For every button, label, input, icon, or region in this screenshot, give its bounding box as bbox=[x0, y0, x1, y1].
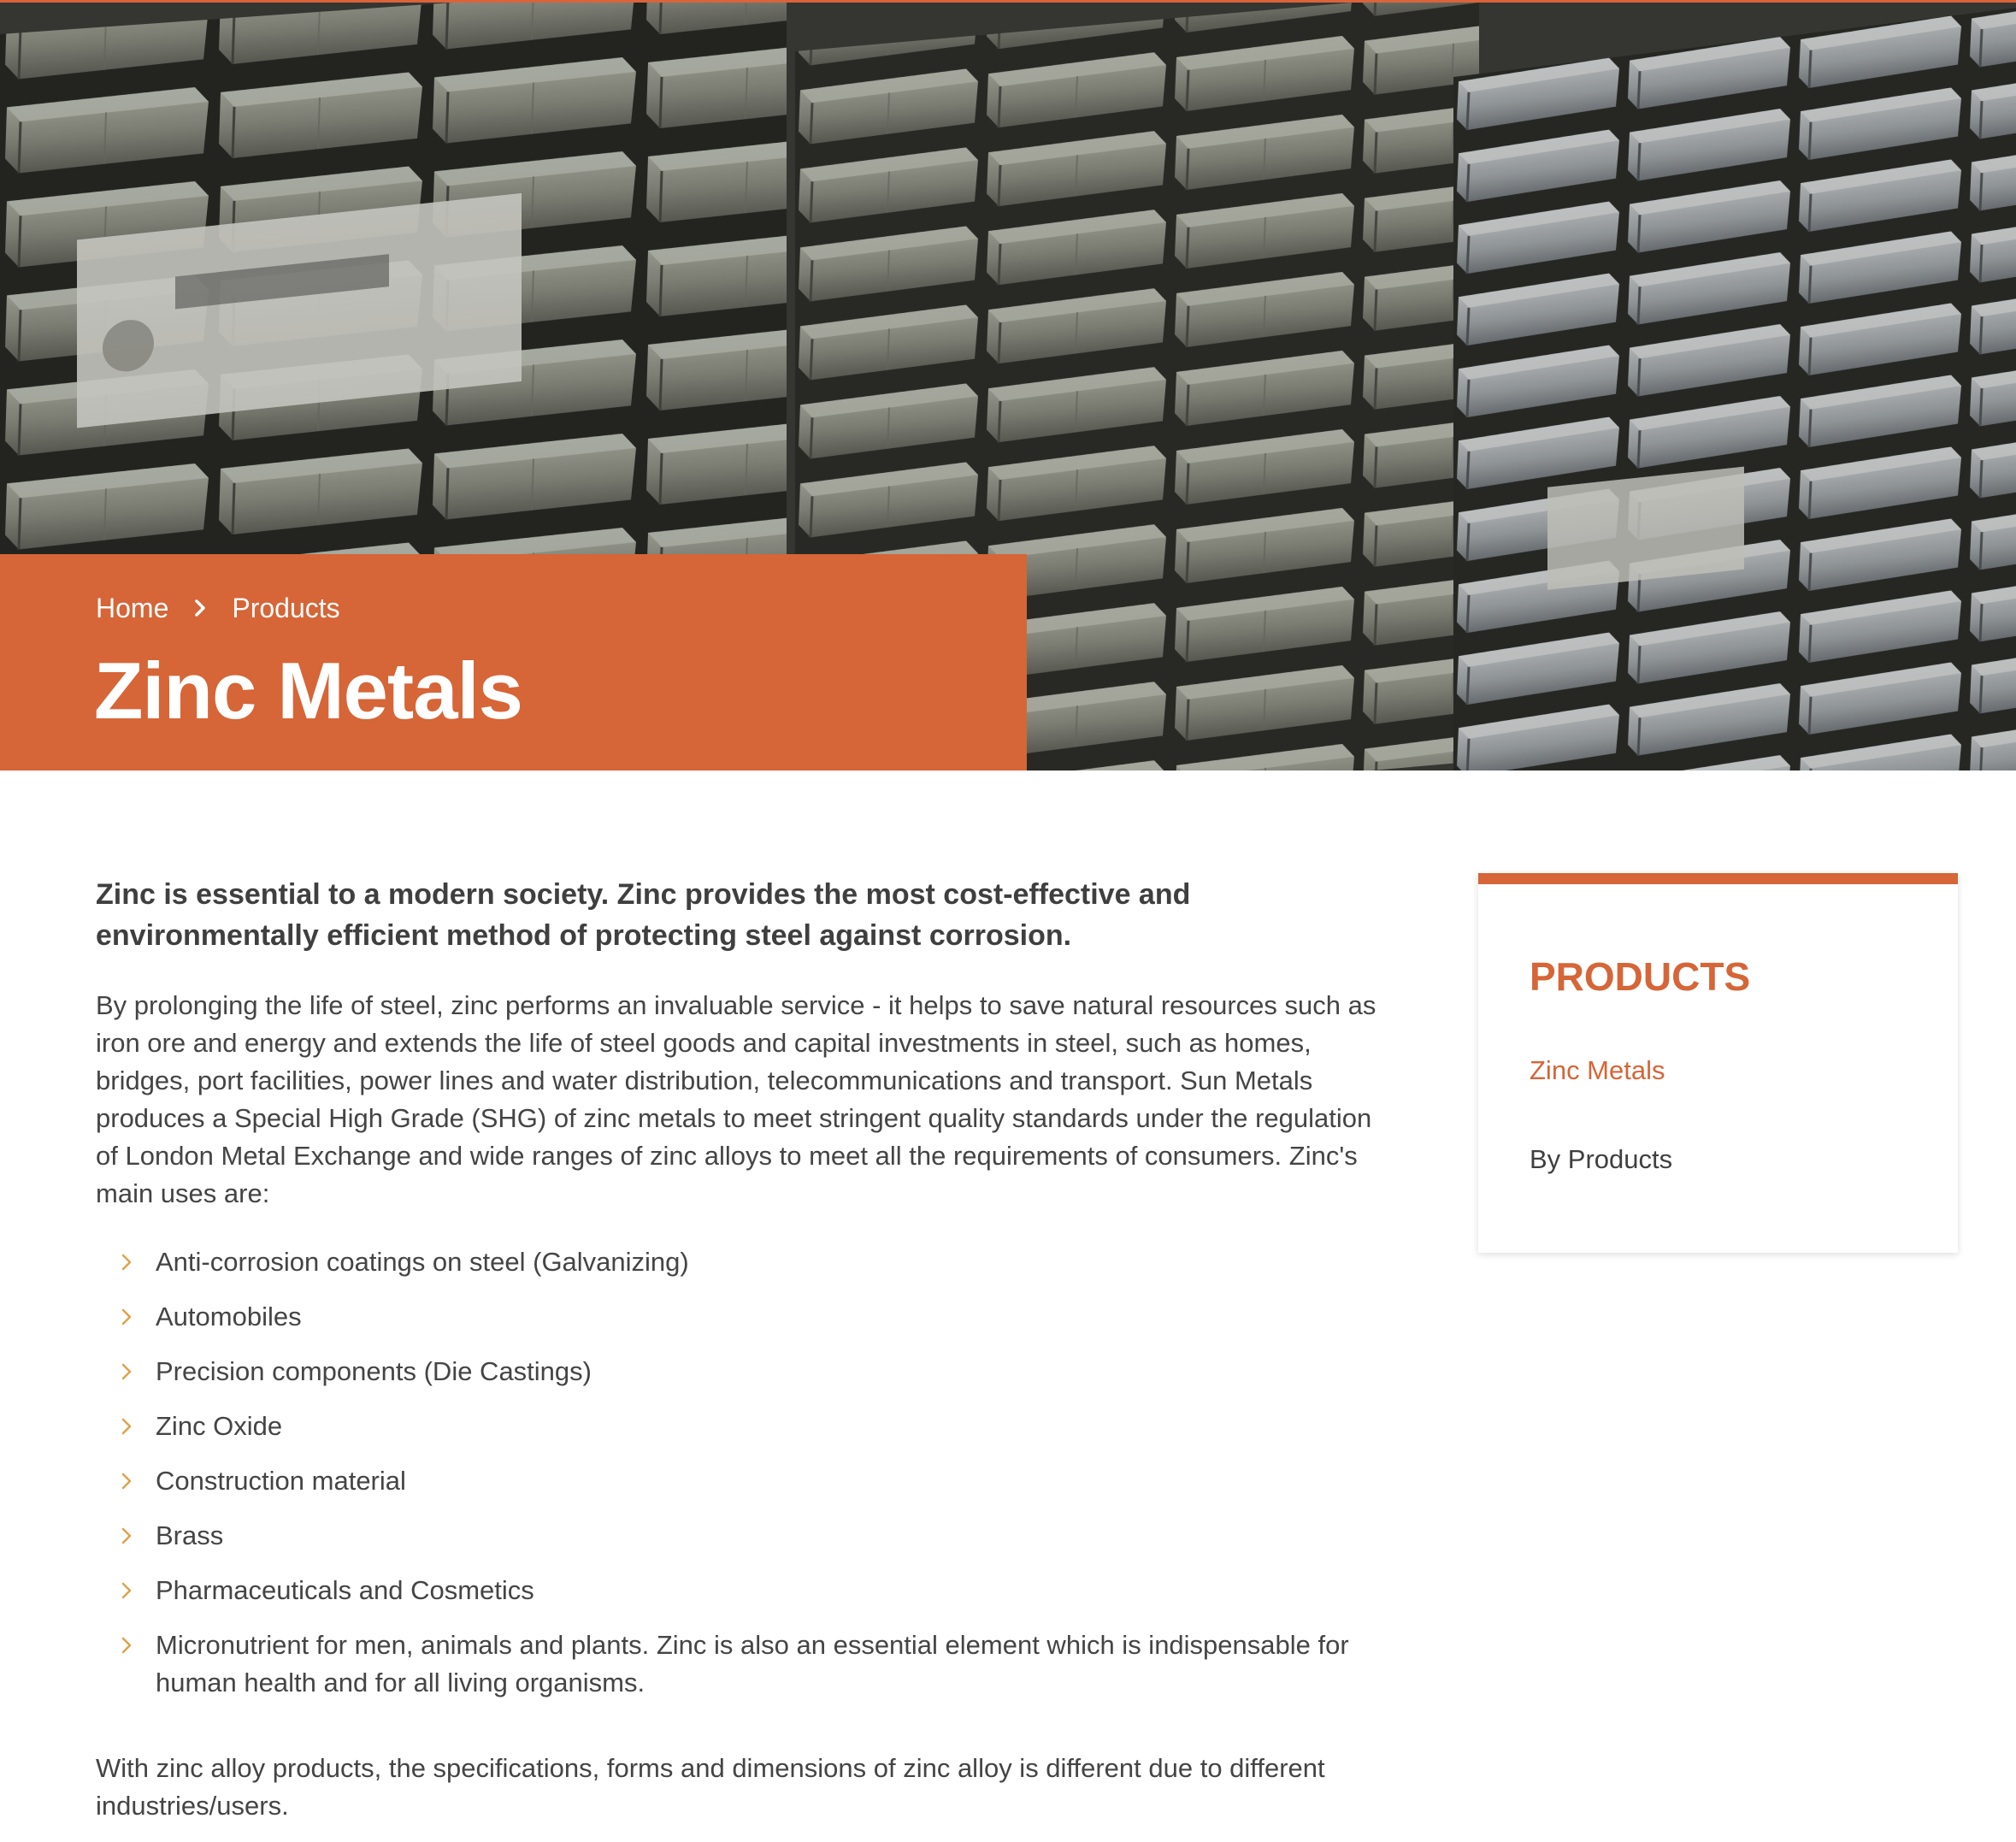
list-item bbox=[96, 1462, 1387, 1500]
list-item bbox=[96, 1408, 1387, 1445]
chevron-right-icon bbox=[120, 1633, 135, 1657]
sidebar-title: PRODUCTS bbox=[1530, 954, 1751, 999]
list-item bbox=[96, 1298, 1387, 1336]
closing-paragraph: With zinc alloy products, the specifications, forms and dimensions of zinc alloy is different due to different industries/users. bbox=[96, 1753, 1325, 1821]
page-title: Zinc Metals bbox=[94, 646, 522, 735]
list-item bbox=[96, 1353, 1387, 1390]
chevron-right-icon bbox=[120, 1250, 135, 1274]
sidebar-item-by-products[interactable]: By Products bbox=[1530, 1144, 1673, 1174]
list-item-text: Automobiles bbox=[156, 1302, 302, 1331]
body-paragraph: By prolonging the life of steel, zinc performs an invaluable service - it helps to save natural resources such as iron ore and energy and extends the life of steel goods and capital investments in steel, such as homes, bridges, port facilities, power lines and water distribution, telecommunications and transport. Sun Metals produces a Special High Grade (SHG) of zinc metals to meet stringent quality standards under the regulation of London Metal Exchange and wide ranges of zinc alloys to meet all the requirements of consumers. Zinc's main uses are: bbox=[96, 990, 1376, 1208]
top-accent-line bbox=[0, 0, 2016, 3]
uses-list bbox=[96, 1243, 1387, 1702]
list-item-text: Micronutrient for men, animals and plants. Zinc is also an essential element which is indispensable for human health and for all living organisms. bbox=[156, 1630, 1349, 1697]
sidebar-item-zinc-metals[interactable]: Zinc Metals bbox=[1530, 1055, 1665, 1085]
chevron-right-icon bbox=[120, 1305, 135, 1329]
lead-paragraph: Zinc is essential to a modern society. Zinc provides the most cost-effective and environmentally efficient method of protecting steel against corrosion. bbox=[96, 878, 1191, 952]
breadcrumb-home-link[interactable]: Home bbox=[96, 593, 169, 623]
chevron-right-icon bbox=[120, 1579, 135, 1603]
list-item-text: Brass bbox=[156, 1520, 224, 1550]
list-item bbox=[96, 1243, 1387, 1281]
list-item-text: Construction material bbox=[156, 1466, 406, 1496]
list-item bbox=[96, 1517, 1387, 1555]
hero-banner bbox=[0, 0, 2016, 770]
chevron-right-icon bbox=[120, 1414, 135, 1438]
main-content bbox=[96, 874, 1387, 1825]
chevron-right-icon bbox=[183, 592, 217, 624]
list-item bbox=[96, 1572, 1387, 1609]
list-item bbox=[96, 1627, 1387, 1702]
list-item-text: Precision components (Die Castings) bbox=[156, 1356, 592, 1386]
list-item-text: Zinc Oxide bbox=[156, 1411, 283, 1441]
products-sidebar bbox=[1478, 873, 1958, 1253]
breadcrumb-products-link[interactable]: Products bbox=[232, 593, 340, 623]
chevron-right-icon bbox=[120, 1469, 135, 1493]
chevron-right-icon bbox=[120, 1360, 135, 1384]
breadcrumb bbox=[96, 592, 340, 624]
chevron-right-icon bbox=[120, 1524, 135, 1548]
list-item-text: Pharmaceuticals and Cosmetics bbox=[156, 1575, 534, 1605]
list-item-text: Anti-corrosion coatings on steel (Galvanizing) bbox=[156, 1247, 689, 1277]
